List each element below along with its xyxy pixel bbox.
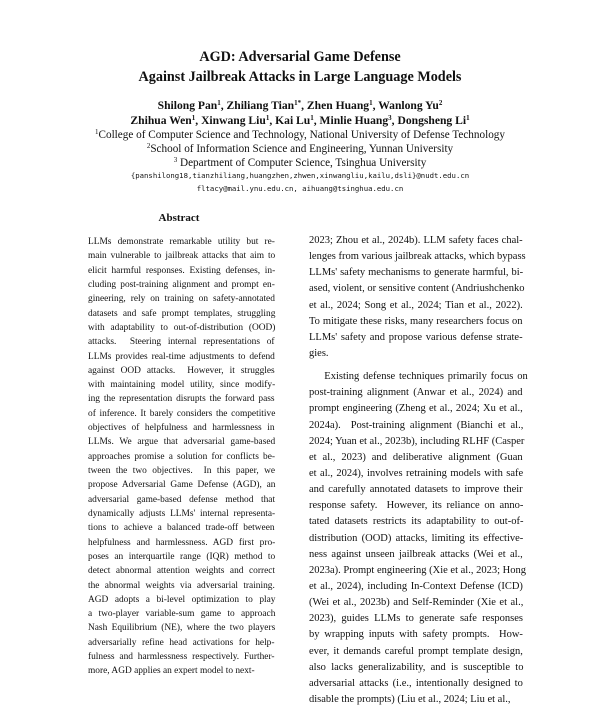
body-text-line: disable the prompts) (Liu et al., 2024; Liu et al., xyxy=(309,693,511,705)
abstract-line: cluding post-training alignment and prompt en- xyxy=(88,279,275,290)
affiliation-mark: 2 xyxy=(146,142,151,150)
abstract-line: LLMs provides real-time adjustments to defend xyxy=(88,351,275,362)
body-text-line: 2023), guides LLMs to generate safe responses xyxy=(309,613,523,625)
abstract-line: poses an interquartile range (IQR) method to xyxy=(88,551,276,562)
abstract-line: propose Adversarial Game Defense (AGD), an xyxy=(88,480,276,491)
abstract-line: a two-player variable-sum game to approach xyxy=(88,609,276,620)
author-name: Wanlong Yu xyxy=(378,99,439,112)
abstract-line: of inference. It barely considers the competitive xyxy=(88,408,276,419)
body-text-line: et al., 2024; Song et al., 2024; Tian et al., 2022). xyxy=(309,299,523,311)
abstract-heading: Abstract xyxy=(158,212,200,224)
affiliation-mark: 3 xyxy=(173,156,178,164)
author-name: Xinwang Liu xyxy=(201,114,266,127)
body-text-line: post-training alignment (Anwar et al., 2024) and xyxy=(309,387,523,399)
body-text-line: gies. xyxy=(309,347,329,359)
author-affiliation-mark: 1 xyxy=(310,114,314,122)
body-text-line: ever, it demands careful prompt template design, xyxy=(309,645,523,657)
abstract-line: AGD adopts a bi-level optimization to play xyxy=(88,594,276,605)
abstract-line: helpfulness and harmlessness. AGD first pro- xyxy=(88,537,276,548)
body-text-line: 2023; Zhou et al., 2024b). LLM safety faces chal- xyxy=(309,235,523,246)
abstract-line: datasets and safe prompt templates, struggling xyxy=(88,308,276,319)
abstract-line: tween the two objectives. In this paper, we xyxy=(88,466,276,476)
abstract-line: adversarial game-based defense method that xyxy=(88,494,276,505)
author-name: Kai Lu xyxy=(275,114,311,127)
author-affiliation-mark: 1 xyxy=(265,114,270,122)
abstract-line: the abnormal weights via adversarial training. xyxy=(88,580,275,591)
email-line-2: fltacy@mail.ynu.edu.cn, aihuang@tsinghua.edu.cn xyxy=(196,184,404,193)
body-text-line: tated datasets restricts its adaptability to out-of- xyxy=(309,516,524,528)
introduction-body xyxy=(309,233,528,708)
author-name: Zhen Huang xyxy=(306,99,370,112)
author-affiliation-mark: 1 xyxy=(466,114,470,122)
body-text-line: To mitigate these risks, many researchers focus on xyxy=(309,315,523,327)
author-name: Zhiliang Tian xyxy=(226,99,295,112)
abstract-line: approaches promise a solution for conflicts be- xyxy=(88,451,275,462)
email-line-1: {panshilong18,tianzhiliang,huangzhen,zhwen,xinwangliu,kailu,dsli}@nudt.edu.cn xyxy=(130,171,470,180)
author-line-1: Shilong Pan$^1$, Zhiliang Tian$^{1*}$, Zhen Huang$^1$, Wanlong Yu$^2$ xyxy=(157,99,443,112)
body-text-line: and carefully annotated datasets to improve their xyxy=(309,484,523,496)
abstract-body xyxy=(88,235,275,679)
affiliation-text: College of Computer Science and Technology, National University of Defense Technology xyxy=(98,129,505,141)
abstract-line: fulness and harmlessness respectively. Further- xyxy=(88,652,275,663)
author-affiliation-mark: 3 xyxy=(388,114,392,122)
abstract-line: tions to achieve a balanced trade-off between xyxy=(88,523,275,534)
body-text-line: ased, violent, or sensitive content (Andriushchenko xyxy=(309,283,525,295)
body-text-line: lenges from various jailbreak attacks, which bypass xyxy=(309,251,526,263)
body-text-line: et al., 2023) and deliberative alignment (Guan xyxy=(309,451,523,463)
abstract-line: detect abnormal attention weights and correct xyxy=(88,566,276,577)
body-text-line: Existing defense techniques primarily focus on xyxy=(309,371,528,383)
abstract-line: more, AGD applies an expert model to next- xyxy=(88,666,255,677)
body-text-line: 2023a). Prompt engineering (Xie et al., 2023; Hong xyxy=(309,564,526,576)
body-text-line: (Wei et al., 2023b) and Self-Reminder (Xie et al., xyxy=(309,597,524,609)
paper-title-line-2: Against Jailbreak Attacks in Large Language Models xyxy=(138,69,462,85)
body-text-line: et al., 2024), including In-Context Defense (ICD) xyxy=(309,580,523,592)
author-affiliation-mark: 1 xyxy=(191,114,196,122)
author-line-2: Zhihua Wen$^1$, Xinwang Liu$^1$, Kai Lu$^1$, Minlie Huang$^3$, Dongsheng Li$^1$ xyxy=(130,114,470,127)
paper-title-line-1: AGD: Adversarial Game Defense xyxy=(199,49,401,65)
abstract-line: LLMs. We argue that adversarial game-based xyxy=(88,437,276,448)
affiliation-3 xyxy=(0,154,600,170)
abstract-line: attacks. Steering internal representations of xyxy=(88,337,275,348)
author-name: Dongsheng Li xyxy=(397,114,467,127)
body-text-line: 2024; Yuan et al., 2023b), including RLHF (Casper xyxy=(309,435,525,447)
abstract-line: ing the representation disrupts the forward pass xyxy=(88,394,275,405)
body-text-line: prompt engineering (Zheng et al., 2024; Xu et al., xyxy=(309,403,523,415)
body-text-line: distribution (OOD) attacks, limiting its effective- xyxy=(309,532,524,544)
body-text-line: response safety. However, its reliance on anno- xyxy=(309,500,524,512)
body-text-line: by wrapping inputs with safety prompts. How- xyxy=(309,629,523,641)
abstract-line: gineering, rely on training on safety-annotated xyxy=(88,294,275,305)
body-text-line: et al., 2024), involves retraining models with safe xyxy=(309,467,524,479)
abstract-line: with maintaining model utility, since modify- xyxy=(88,380,276,391)
author-name: Shilong Pan xyxy=(157,99,218,112)
abstract-line: Nash Equilibrium (NE), where the two players xyxy=(88,623,276,634)
author-name: Minlie Huang xyxy=(319,114,389,127)
abstract-line: against OOD attacks. However, it struggles xyxy=(88,365,275,376)
author-affiliation-mark: 1 xyxy=(369,99,373,107)
abstract-line: LLMs demonstrate remarkable utility but re- xyxy=(88,237,275,247)
body-text-line: LLMs' safety mechanisms to generate harmful, bi- xyxy=(309,267,524,279)
body-text-line: ness against unseen jailbreak attacks (Wei et al., xyxy=(309,548,523,560)
author-affiliation-mark: 2 xyxy=(438,99,443,107)
affiliation-text: School of Information Science and Engineering, Yunnan University xyxy=(150,143,454,155)
abstract-line: with adaptability to out-of-distribution (OOD) xyxy=(88,322,276,333)
affiliation-mark: 1 xyxy=(95,128,99,136)
affiliation-text: Department of Computer Science, Tsinghua University xyxy=(177,157,427,169)
abstract-line: objectives of helpfulness and harmlessness in xyxy=(88,423,275,434)
body-text-line: LLMs' safety and propose various defense strate- xyxy=(309,331,523,343)
author-affiliation-mark: 1 xyxy=(217,99,221,107)
abstract-line: adversarially refine head activations for help- xyxy=(88,637,275,648)
abstract-line: elicit harmful responses. Existing defenses, in- xyxy=(88,265,276,276)
body-text-line: also lacks generalizability, and is susceptible to xyxy=(309,661,524,673)
body-text-line: adversarial attacks (i.e., intentionally designed to xyxy=(309,677,523,689)
abstract-line: dynamically adjusts LLMs' internal representa- xyxy=(88,508,276,519)
author-affiliation-mark: 1* xyxy=(294,99,302,107)
body-text-line xyxy=(309,362,523,369)
body-text-line: 2024a). Post-training alignment (Bianchi et al., xyxy=(309,419,524,431)
author-name: Zhihua Wen xyxy=(130,114,192,127)
abstract-line: main vulnerable to jailbreak attacks that aim to xyxy=(88,251,276,262)
